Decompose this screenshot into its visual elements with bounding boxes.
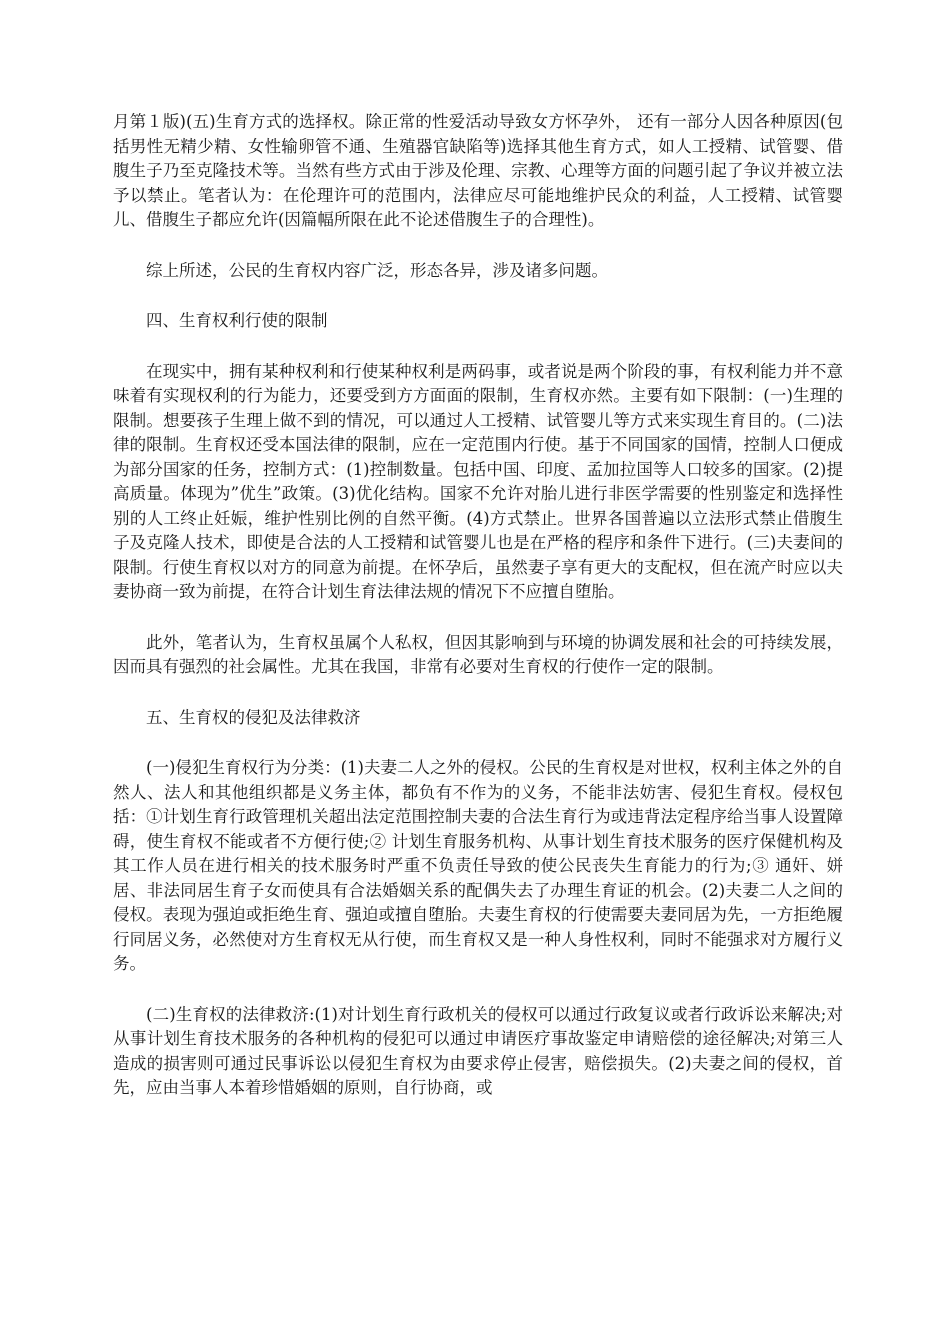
- paragraph-summary: 综上所述，公民的生育权内容广泛，形态各异，涉及诸多问题。: [146, 260, 608, 280]
- section-heading-5: 五、生育权的侵犯及法律救济: [146, 707, 361, 727]
- paragraph-infringement-types: (一)侵犯生育权行为分类：(1)夫妻二人之外的侵权。公民的生育权是对世权，权利主体之外的自然人、法人和其他组织都是义务主体，都负有不作为的义务，不能非法妨害、侵犯生育权。侵权包括：①计划生育行政管理机关超出法定范围控制夫妻的合法生育行为或违背法定程序给当事人设置障碍，使生育权不能或者不方便行使;② 计划生育服务机构、从事计划生育技术服务的医疗保健机构及其工作人员在进行相关的技术服务时严重不负责任导致的使公民丧失生育能力的行为;③ 通奸、姘居、非法同居生育子女而使具有合法婚姻关系的配偶失去了办理生育证的机会。(2)夫妻二人之间的侵权。表现为强迫或拒绝生育、强迫或擅自堕胎。夫妻生育权的行使需要夫妻同居为先，一方拒绝履行同居义务，必然使对方生育权无从行使，而生育权又是一种人身性权利，同时不能强求对方履行义务。: [113, 758, 843, 973]
- paragraph-restrictions: 在现实中，拥有某种权利和行使某种权利是两码事，或者说是两个阶段的事，有权利能力并不意味着有实现权利的行为能力，还要受到方方面面的限制，生育权亦然。主要有如下限制：(一)生理的限制。想要孩子生理上做不到的情况，可以通过人工授精、试管婴儿等方式来实现生育目的。(二)法律的限制。生育权还受本国法律的限制，应在一定范围内行使。基于不同国家的国情，控制人口便成为部分国家的任务，控制方式：(1)控制数量。包括中国、印度、孟加拉国等人口较多的国家。(2)提高质量。体现为”优生”政策。(3)优化结构。国家不允许对胎儿进行非医学需要的性别鉴定和选择性别的人工终止妊娠，维护性别比例的自然平衡。(4)方式禁止。世界各国普遍以立法形式禁止借腹生子及克隆人技术，即使是合法的人工授精和试管婴儿也是在严格的程序和条件下进行。(三)夫妻间的限制。行使生育权以对方的同意为前提。在怀孕后，虽然妻子享有更大的支配权，但在流产时应以夫妻协商一致为前提，在符合计划生育法律法规的情况下不应擅自堕胎。: [113, 361, 843, 601]
- document-body: [113, 110, 843, 1127]
- paragraph-social-attribute: 此外，笔者认为，生育权虽属个人私权，但因其影响到与环境的协调发展和社会的可持续发展，因而具有强烈的社会属性。尤其在我国，非常有必要对生育权的行使作一定的限制。: [113, 632, 843, 676]
- section-heading-4: 四、生育权利行使的限制: [146, 311, 328, 330]
- paragraph-reproductive-method-choice: 月第１版)(五)生育方式的选择权。除正常的性爱活动导致女方怀孕外， 还有一部分人因各种原因(包括男性无精少精、女性输卵管不通、生殖器官缺陷等)选择其他生育方式，如人工授精、试管婴、借腹生子乃至克隆技术等。当然有些方式由于涉及伦理、宗教、心理等方面的问题引起了争议并被立法予以禁止。笔者认为：在伦理许可的范围内，法律应尽可能地维护民众的利益，人工授精、试管婴儿、借腹生子都应允许(因篇幅所限在此不论述借腹生子的合理性)。: [113, 112, 843, 229]
- paragraph-legal-remedy: (二)生育权的法律救济:(1)对计划生育行政机关的侵权可以通过行政复议或者行政诉讼来解决;对从事计划生育技术服务的各种机构的侵犯可以通过申请医疗事故鉴定申请赔偿的途径解决;对第三人造成的损害则可通过民事诉讼以侵犯生育权为由要求停止侵害，赔偿损失。(2)夫妻之间的侵权，首先，应由当事人本着珍惜婚姻的原则，自行协商，或: [113, 1004, 843, 1097]
